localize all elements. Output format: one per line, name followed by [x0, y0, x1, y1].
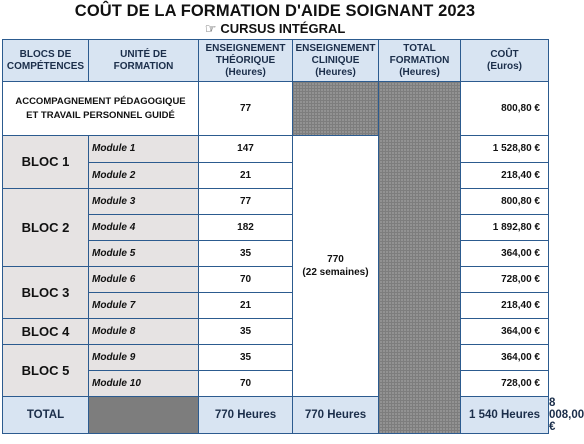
module-heures: 35	[199, 241, 293, 267]
bloc-label: BLOC 5	[3, 345, 89, 397]
module-name: Module 7	[89, 293, 199, 319]
module-heures: 70	[199, 371, 293, 397]
total-row: TOTAL 770 Heures 770 Heures 1 540 Heures 8 008,00 €	[3, 397, 549, 434]
module-heures: 147	[199, 136, 293, 163]
bloc-label: BLOC 1	[3, 136, 89, 189]
module-cout: 218,40 €	[461, 293, 549, 319]
header-clinique-unit: (Heures)	[315, 66, 356, 78]
module-name: Module 9	[89, 345, 199, 371]
module-cout: 218,40 €	[461, 163, 549, 189]
accompagnement-heures: 77	[199, 82, 293, 136]
module-name: Module 1	[89, 136, 199, 163]
page-subtitle	[0, 21, 550, 37]
module-name: Module 10	[89, 371, 199, 397]
module-cout: 364,00 €	[461, 241, 549, 267]
module-name: Module 4	[89, 215, 199, 241]
clinique-value: 770	[327, 254, 344, 265]
header-cout-label: COÛT	[490, 48, 519, 60]
header-blocs: BLOCS DE COMPÉTENCES	[3, 40, 89, 82]
header-total-label: TOTAL FORMATION	[389, 42, 450, 66]
accompagnement-line-2: ET TRAVAIL PERSONNEL GUIDÉ	[26, 109, 175, 121]
module-name: Module 5	[89, 241, 199, 267]
header-total	[379, 40, 461, 82]
module-name: Module 8	[89, 319, 199, 345]
pointing-hand-icon: ☞	[204, 21, 217, 36]
header-clinique	[293, 40, 379, 82]
table-row	[3, 319, 549, 345]
table-row	[3, 267, 549, 293]
header-cout-unit: (Euros)	[487, 60, 522, 72]
module-cout: 728,00 €	[461, 267, 549, 293]
module-heures: 21	[199, 163, 293, 189]
module-cout: 800,80 €	[461, 189, 549, 215]
total-theorique: 770 Heures	[199, 397, 293, 434]
accompagnement-line-1: ACCOMPAGNEMENT PÉDAGOGIQUE	[15, 95, 186, 107]
header-cout	[461, 40, 549, 82]
shaded-cell	[293, 82, 379, 136]
accompagnement-row	[3, 82, 549, 136]
module-name: Module 6	[89, 267, 199, 293]
bloc-label: BLOC 2	[3, 189, 89, 267]
module-heures: 21	[199, 293, 293, 319]
header-row	[3, 40, 549, 82]
module-heures: 182	[199, 215, 293, 241]
module-heures: 35	[199, 345, 293, 371]
total-formation-shaded-column	[379, 82, 461, 434]
clinique-weeks: (22 semaines)	[302, 267, 369, 278]
clinique-merged-cell	[293, 136, 379, 397]
header-unite: UNITÉ DE FORMATION	[89, 40, 199, 82]
module-heures: 77	[199, 189, 293, 215]
total-label: TOTAL	[3, 397, 89, 434]
header-total-unit: (Heures)	[399, 66, 440, 78]
module-cout: 364,00 €	[461, 345, 549, 371]
module-name: Module 3	[89, 189, 199, 215]
header-theorique-label: ENSEIGNEMENT THÉORIQUE	[205, 42, 286, 66]
table-row	[3, 345, 549, 371]
bloc-label: BLOC 4	[3, 319, 89, 345]
table-row	[3, 136, 549, 163]
header-theorique	[199, 40, 293, 82]
cost-table	[2, 39, 584, 434]
header-theorique-unit: (Heures)	[225, 66, 266, 78]
total-formation: 1 540 Heures	[461, 397, 549, 434]
module-name: Module 2	[89, 163, 199, 189]
header-clinique-label: ENSEIGNEMENT CLINIQUE	[295, 42, 376, 66]
module-heures: 35	[199, 319, 293, 345]
table-row	[3, 189, 549, 215]
bloc-label: BLOC 3	[3, 267, 89, 319]
accompagnement-cout: 800,80 €	[461, 82, 549, 136]
shaded-cell	[89, 397, 199, 434]
subtitle-text: CURSUS INTÉGRAL	[220, 21, 346, 36]
module-cout: 364,00 €	[461, 319, 549, 345]
module-heures: 70	[199, 267, 293, 293]
module-cout: 1 528,80 €	[461, 136, 549, 163]
module-cout: 728,00 €	[461, 371, 549, 397]
total-clinique: 770 Heures	[293, 397, 379, 434]
page-title: COÛT DE LA FORMATION D'AIDE SOIGNANT 2023	[74, 2, 476, 20]
module-cout: 1 892,80 €	[461, 215, 549, 241]
accompagnement-label	[3, 82, 199, 136]
